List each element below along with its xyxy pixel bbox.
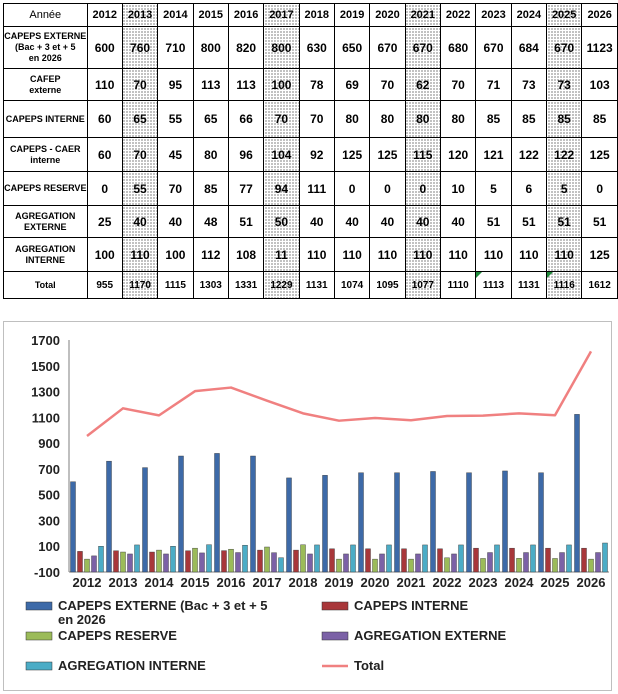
table-cell: 115: [405, 138, 440, 172]
bar: [294, 550, 299, 572]
table-cell: 1074: [334, 272, 369, 299]
table-cell: 125: [582, 138, 618, 172]
table-cell: 820: [228, 27, 263, 69]
bar: [193, 548, 198, 572]
table-cell: 1116: [547, 272, 582, 299]
table-cell: 71: [476, 69, 511, 101]
bar: [546, 548, 551, 572]
bar: [315, 545, 320, 572]
table-cell: 100: [87, 238, 122, 272]
bar: [438, 549, 443, 572]
bar: [474, 548, 479, 572]
legend-label: Total: [354, 658, 385, 673]
table-cell: 55: [122, 172, 157, 206]
bar: [251, 456, 256, 572]
year-header-2018: 2018: [299, 4, 334, 27]
table-cell: 85: [547, 101, 582, 138]
bar: [366, 549, 371, 572]
legend-label: AGREGATION EXTERNE: [354, 628, 507, 643]
bar: [531, 545, 536, 572]
table-row: [4, 206, 618, 238]
bar: [121, 552, 126, 572]
bar: [301, 545, 306, 572]
table-cell: 670: [370, 27, 405, 69]
bar: [603, 543, 608, 572]
table-cell: 40: [440, 206, 475, 238]
bar: [164, 554, 169, 572]
table-cell: 110: [370, 238, 405, 272]
bar: [431, 471, 436, 572]
table-cell: 80: [334, 101, 369, 138]
year-header-2025: 2025: [547, 4, 582, 27]
legend-key-swatch: [322, 602, 348, 610]
table-cell: 125: [334, 138, 369, 172]
table-cell: 710: [158, 27, 193, 69]
table-cell: 670: [547, 27, 582, 69]
table-cell: 70: [158, 172, 193, 206]
bar: [423, 545, 428, 572]
bar: [308, 554, 313, 572]
table-cell: 1095: [370, 272, 405, 299]
bar: [258, 550, 263, 572]
row-label-line: AGREGATION: [15, 243, 76, 254]
year-header-2016: 2016: [228, 4, 263, 27]
row-label: [4, 101, 88, 138]
bar: [560, 553, 565, 572]
year-header-2022: 2022: [440, 4, 475, 27]
table-row: [4, 238, 618, 272]
bar: [445, 558, 450, 572]
legend-label: en 2026: [58, 612, 106, 627]
table-cell: 110: [334, 238, 369, 272]
y-tick-label: 500: [38, 487, 60, 503]
table-cell: 108: [228, 238, 263, 272]
table-cell: 110: [547, 238, 582, 272]
table-cell: 800: [264, 27, 299, 69]
y-tick-label: 900: [38, 436, 60, 452]
table-cell: 70: [122, 69, 157, 101]
row-label-line: CAFEP: [30, 73, 61, 84]
table-cell: 111: [299, 172, 334, 206]
table-row: [4, 27, 618, 69]
row-label-line: (Bac + 3 et + 5: [15, 42, 76, 52]
table-row: [4, 272, 618, 299]
row-label-line: AGREGATION: [15, 210, 76, 221]
table-cell: 51: [547, 206, 582, 238]
bar: [582, 548, 587, 572]
bar: [517, 558, 522, 572]
table-row: [4, 138, 618, 172]
table-row: [4, 172, 618, 206]
row-label-line: CAPEPS RESERVE: [4, 183, 87, 193]
legend-key-swatch: [26, 632, 52, 640]
table-cell: 51: [511, 206, 546, 238]
table-cell: 51: [582, 206, 618, 238]
row-label-line: INTERNE: [25, 254, 66, 265]
table-cell: 40: [122, 206, 157, 238]
year-header-2014: 2014: [158, 4, 193, 27]
y-tick-label: 1700: [31, 333, 60, 348]
table-cell: 0: [582, 172, 618, 206]
table-cell: 40: [158, 206, 193, 238]
bar: [78, 551, 83, 572]
x-tick-label: 2022: [432, 575, 462, 590]
bar: [135, 545, 140, 572]
bar: [85, 559, 90, 572]
table-cell: 85: [476, 101, 511, 138]
table-cell: 670: [476, 27, 511, 69]
x-tick-label: 2014: [144, 575, 174, 590]
bar: [323, 475, 328, 572]
table-cell: 40: [370, 206, 405, 238]
table-cell: 630: [299, 27, 334, 69]
bar: [107, 461, 112, 572]
legend-key-swatch: [322, 632, 348, 640]
x-tick-label: 2020: [360, 575, 390, 590]
table-cell: 650: [334, 27, 369, 69]
legend-label: CAPEPS RESERVE: [58, 628, 177, 643]
table-row: [4, 69, 618, 101]
table-cell: 122: [511, 138, 546, 172]
bar: [207, 545, 212, 572]
bar: [128, 554, 133, 572]
year-header-2020: 2020: [370, 4, 405, 27]
table-cell: 112: [193, 238, 228, 272]
table-cell: 110: [87, 69, 122, 101]
table-row: [4, 101, 618, 138]
x-tick-label: 2015: [180, 575, 210, 590]
table-cell: 11: [264, 238, 299, 272]
year-header-2026: 2026: [582, 4, 618, 27]
table-cell: 1113: [476, 272, 511, 299]
bar: [337, 559, 342, 572]
table-cell: 1077: [405, 272, 440, 299]
bar: [575, 414, 580, 572]
table-cell: 92: [299, 138, 334, 172]
bar: [459, 545, 464, 572]
x-tick-label: 2025: [540, 575, 570, 590]
table-cell: 600: [87, 27, 122, 69]
year-header-2012: 2012: [87, 4, 122, 27]
table-cell: 1131: [511, 272, 546, 299]
table-cell: 80: [440, 101, 475, 138]
bar: [488, 553, 493, 572]
table-cell: 110: [122, 238, 157, 272]
y-tick-label: -100: [33, 565, 60, 580]
table-cell: 760: [122, 27, 157, 69]
table-cell: 680: [440, 27, 475, 69]
table-cell: 955: [87, 272, 122, 299]
table-cell: 95: [158, 69, 193, 101]
bar: [179, 456, 184, 572]
table-cell: 1331: [228, 272, 263, 299]
bar: [272, 553, 277, 572]
x-tick-label: 2017: [252, 575, 282, 590]
y-tick-label: 1300: [31, 384, 60, 400]
table-cell: 69: [334, 69, 369, 101]
bar: [373, 559, 378, 572]
bar: [229, 549, 234, 572]
bar: [279, 558, 284, 572]
table-cell: 70: [370, 69, 405, 101]
table-cell: 1115: [158, 272, 193, 299]
table-cell: 104: [264, 138, 299, 172]
row-label-line: Total: [34, 279, 56, 290]
table-cell: 113: [228, 69, 263, 101]
bar: [150, 552, 155, 572]
table-cell: 125: [370, 138, 405, 172]
bar: [344, 554, 349, 572]
row-label: [4, 27, 88, 69]
bar: [330, 549, 335, 572]
legend-key-swatch: [26, 662, 52, 670]
bar: [395, 473, 400, 572]
year-header-2017: 2017: [264, 4, 299, 27]
bar: [351, 545, 356, 572]
bar: [503, 471, 508, 572]
year-header-2013: 2013: [122, 4, 157, 27]
table-cell: 0: [405, 172, 440, 206]
table-cell: 5: [476, 172, 511, 206]
x-tick-label: 2026: [576, 575, 606, 590]
bar: [186, 551, 191, 572]
y-tick-label: 700: [38, 461, 60, 477]
table-cell: 60: [87, 138, 122, 172]
table-cell: 670: [405, 27, 440, 69]
total-line: [87, 351, 591, 436]
bar: [481, 558, 486, 572]
y-tick-label: 100: [38, 539, 60, 555]
bar: [553, 558, 558, 572]
bar: [539, 473, 544, 572]
table-cell: 0: [370, 172, 405, 206]
x-tick-label: 2023: [468, 575, 498, 590]
table-cell: 1303: [193, 272, 228, 299]
table-cell: 120: [440, 138, 475, 172]
table-cell: 70: [440, 69, 475, 101]
table-cell: 51: [476, 206, 511, 238]
table-cell: 1123: [582, 27, 618, 69]
row-label: [4, 238, 88, 272]
legend-key-swatch: [26, 602, 52, 610]
x-tick-label: 2012: [72, 575, 102, 590]
bar: [409, 559, 414, 572]
table-cell: 100: [264, 69, 299, 101]
bar: [387, 545, 392, 572]
row-label-line: interne: [30, 154, 61, 165]
table-cell: 110: [299, 238, 334, 272]
bar: [157, 550, 162, 572]
combo-chart: [4, 322, 611, 690]
bar: [380, 554, 385, 572]
table-cell: 48: [193, 206, 228, 238]
y-tick-label: 300: [38, 513, 60, 529]
table-cell: 121: [476, 138, 511, 172]
row-label: [4, 272, 88, 299]
row-label-line: en 2026: [28, 53, 62, 63]
row-label-line: CAPEPS INTERNE: [5, 113, 85, 124]
table-cell: 65: [122, 101, 157, 138]
table-cell: 80: [193, 138, 228, 172]
x-tick-label: 2016: [216, 575, 246, 590]
table-cell: 70: [264, 101, 299, 138]
bar: [92, 556, 97, 572]
y-tick-label: 1500: [31, 358, 60, 374]
row-label: [4, 172, 88, 206]
header-label: Année: [4, 4, 88, 27]
table-cell: 50: [264, 206, 299, 238]
table-cell: 800: [193, 27, 228, 69]
table-cell: 100: [158, 238, 193, 272]
row-label-line: EXTERNE: [24, 221, 67, 232]
bar: [495, 545, 500, 572]
bar: [524, 553, 529, 572]
bar: [143, 468, 148, 572]
table-cell: 96: [228, 138, 263, 172]
bar: [359, 473, 364, 572]
table-cell: 6: [511, 172, 546, 206]
table-cell: 55: [158, 101, 193, 138]
table-cell: 125: [582, 238, 618, 272]
table-cell: 122: [547, 138, 582, 172]
row-label: [4, 69, 88, 101]
row-label-line: externe: [29, 84, 62, 95]
year-header-2019: 2019: [334, 4, 369, 27]
row-label: [4, 138, 88, 172]
table-cell: 40: [299, 206, 334, 238]
bar: [467, 473, 472, 572]
table-cell: 103: [582, 69, 618, 101]
year-header-2024: 2024: [511, 4, 546, 27]
bar: [596, 553, 601, 572]
table-cell: 1612: [582, 272, 618, 299]
year-header-2015: 2015: [193, 4, 228, 27]
x-tick-label: 2021: [396, 575, 426, 590]
bar: [114, 551, 119, 572]
legend-label: CAPEPS INTERNE: [354, 598, 469, 613]
row-label-line: CAPEPS EXTERNE: [4, 31, 87, 41]
table-cell: 40: [334, 206, 369, 238]
table-header-row: [4, 4, 618, 27]
bar: [200, 553, 205, 572]
table-cell: 40: [405, 206, 440, 238]
x-tick-label: 2024: [504, 575, 534, 590]
x-tick-label: 2019: [324, 575, 354, 590]
bar: [243, 545, 248, 572]
table-cell: 85: [582, 101, 618, 138]
table-cell: 77: [228, 172, 263, 206]
bar: [171, 546, 176, 572]
table-cell: 5: [547, 172, 582, 206]
bar: [589, 559, 594, 572]
row-label-line: CAPEPS - CAER: [10, 143, 81, 154]
bar: [71, 482, 76, 572]
bar: [215, 453, 220, 572]
bar: [222, 551, 227, 572]
data-table: [3, 3, 618, 299]
x-tick-label: 2013: [108, 575, 138, 590]
table-cell: 110: [405, 238, 440, 272]
table-cell: 60: [87, 101, 122, 138]
row-label: [4, 206, 88, 238]
table-cell: 110: [440, 238, 475, 272]
bar: [567, 545, 572, 572]
bar: [402, 549, 407, 572]
bar: [99, 546, 104, 572]
table-cell: 73: [511, 69, 546, 101]
table-cell: 684: [511, 27, 546, 69]
table-cell: 62: [405, 69, 440, 101]
table-cell: 73: [547, 69, 582, 101]
bar: [236, 553, 241, 572]
table-cell: 70: [299, 101, 334, 138]
table-cell: 85: [511, 101, 546, 138]
table-cell: 10: [440, 172, 475, 206]
table-cell: 110: [476, 238, 511, 272]
table-cell: 66: [228, 101, 263, 138]
table-cell: 65: [193, 101, 228, 138]
table-cell: 1170: [122, 272, 157, 299]
table-cell: 1110: [440, 272, 475, 299]
table-cell: 0: [87, 172, 122, 206]
bar: [265, 547, 270, 572]
bar: [416, 554, 421, 572]
year-header-2023: 2023: [476, 4, 511, 27]
table-cell: 0: [334, 172, 369, 206]
chart-area: [3, 321, 612, 691]
bar: [452, 554, 457, 572]
legend-label: CAPEPS EXTERNE (Bac + 3 et + 5: [58, 598, 268, 613]
table-cell: 80: [370, 101, 405, 138]
legend-label: AGREGATION INTERNE: [58, 658, 206, 673]
year-header-2021: 2021: [405, 4, 440, 27]
table-cell: 80: [405, 101, 440, 138]
table-cell: 45: [158, 138, 193, 172]
table-cell: 1131: [299, 272, 334, 299]
table-cell: 1229: [264, 272, 299, 299]
table-cell: 70: [122, 138, 157, 172]
table-cell: 110: [511, 238, 546, 272]
y-tick-label: 1100: [31, 410, 60, 426]
table-cell: 25: [87, 206, 122, 238]
bar: [510, 548, 515, 572]
table-cell: 51: [228, 206, 263, 238]
bar: [287, 478, 292, 572]
table-cell: 85: [193, 172, 228, 206]
table-cell: 113: [193, 69, 228, 101]
table-cell: 94: [264, 172, 299, 206]
table-cell: 78: [299, 69, 334, 101]
x-tick-label: 2018: [288, 575, 318, 590]
